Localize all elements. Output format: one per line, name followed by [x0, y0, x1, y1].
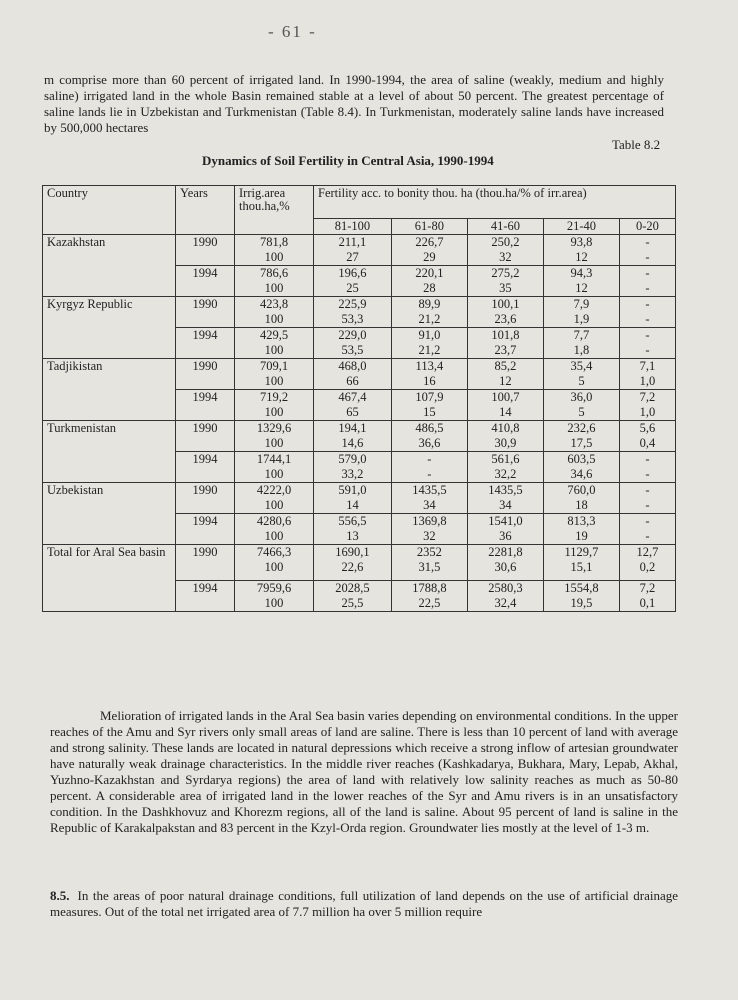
band-41-60-cell: 2281,8 — [467, 545, 543, 561]
band-61-80-cell: 36,6 — [391, 436, 467, 452]
band-81-100-cell: 225,9 — [314, 297, 392, 313]
year-cell — [176, 405, 235, 421]
band-61-80-cell: 16 — [391, 374, 467, 390]
band-61-80-cell: 21,2 — [391, 312, 467, 328]
irrig-area-cell: 100 — [235, 596, 314, 612]
irrig-area-cell: 7959,6 — [235, 580, 314, 596]
year-cell — [176, 529, 235, 545]
header-country: Country — [43, 186, 176, 235]
irrig-area-cell: 4280,6 — [235, 514, 314, 530]
irrig-area-cell: 100 — [235, 250, 314, 266]
band-0-20-cell: 1,0 — [619, 374, 675, 390]
band-61-80-cell: 31,5 — [391, 560, 467, 580]
band-81-100-cell: 14,6 — [314, 436, 392, 452]
band-41-60-cell: 12 — [467, 374, 543, 390]
band-21-40-cell: 93,8 — [543, 235, 619, 251]
irrig-area-cell: 781,8 — [235, 235, 314, 251]
section-text: In the areas of poor natural drainage conditions, full utilization of land depends on the use of artificial drainage measures. Out of the total net irrigated area of 7.7 million ha over 5 million require — [50, 888, 678, 919]
band-0-20-cell: - — [619, 235, 675, 251]
band-41-60-cell: 32,2 — [467, 467, 543, 483]
band-21-40-cell: 7,9 — [543, 297, 619, 313]
year-cell — [176, 312, 235, 328]
header-band-61-80: 61-80 — [391, 219, 467, 235]
irrig-area-cell: 719,2 — [235, 390, 314, 406]
band-21-40-cell: 5 — [543, 374, 619, 390]
band-61-80-cell: 113,4 — [391, 359, 467, 375]
melioration-paragraph — [50, 708, 678, 836]
band-41-60-cell: 100,7 — [467, 390, 543, 406]
band-0-20-cell: - — [619, 498, 675, 514]
band-0-20-cell: - — [619, 514, 675, 530]
country-cell: Uzbekistan — [43, 483, 176, 545]
band-0-20-cell: 7,2 — [619, 580, 675, 596]
table-row — [43, 483, 676, 499]
irrig-area-cell: 4222,0 — [235, 483, 314, 499]
country-cell: Total for Aral Sea basin — [43, 545, 176, 612]
band-41-60-cell: 35 — [467, 281, 543, 297]
band-81-100-cell: 1690,1 — [314, 545, 392, 561]
irrig-area-cell: 7466,3 — [235, 545, 314, 561]
irrig-area-cell: 709,1 — [235, 359, 314, 375]
band-61-80-cell: 15 — [391, 405, 467, 421]
band-61-80-cell: 226,7 — [391, 235, 467, 251]
band-81-100-cell: 13 — [314, 529, 392, 545]
irrig-area-cell: 100 — [235, 467, 314, 483]
table-row — [43, 235, 676, 251]
band-0-20-cell: - — [619, 250, 675, 266]
band-21-40-cell: 5 — [543, 405, 619, 421]
year-cell: 1990 — [176, 297, 235, 313]
header-fertility: Fertility acc. to bonity thou. ha (thou.ha/% of irr.area) — [314, 186, 676, 219]
band-61-80-cell: 32 — [391, 529, 467, 545]
irrig-area-cell: 423,8 — [235, 297, 314, 313]
table-body — [43, 235, 676, 612]
band-61-80-cell: 2352 — [391, 545, 467, 561]
band-0-20-cell: 12,7 — [619, 545, 675, 561]
irrig-area-cell: 100 — [235, 405, 314, 421]
band-41-60-cell: 561,6 — [467, 452, 543, 468]
year-cell — [176, 467, 235, 483]
band-21-40-cell: 17,5 — [543, 436, 619, 452]
country-cell: Turkmenistan — [43, 421, 176, 483]
irrig-area-cell: 786,6 — [235, 266, 314, 282]
band-41-60-cell: 250,2 — [467, 235, 543, 251]
section-number: 8.5. — [50, 888, 70, 903]
year-cell — [176, 560, 235, 580]
irrig-area-cell: 100 — [235, 529, 314, 545]
header-band-0-20: 0-20 — [619, 219, 675, 235]
band-21-40-cell: 94,3 — [543, 266, 619, 282]
irrig-area-cell: 100 — [235, 343, 314, 359]
band-21-40-cell: 12 — [543, 281, 619, 297]
year-cell: 1994 — [176, 328, 235, 344]
band-61-80-cell: 34 — [391, 498, 467, 514]
band-81-100-cell: 53,5 — [314, 343, 392, 359]
table-title: Dynamics of Soil Fertility in Central Asia, 1990-1994 — [202, 153, 494, 168]
band-0-20-cell: 5,6 — [619, 421, 675, 437]
year-cell: 1990 — [176, 545, 235, 561]
band-21-40-cell: 760,0 — [543, 483, 619, 499]
band-41-60-cell: 32,4 — [467, 596, 543, 612]
melioration-text: Melioration of irrigated lands in the Aral Sea basin varies depending on environmental conditions. In the upper reaches of the Amu and Syr rivers only small areas of land are saline. There is less than 10 percent of land with average and strong salinity. These lands are located in natural depressions which receive a strong inflow of artesian groundwater have naturally weak drainage characteristics. In the middle river reaches (Kashkadarya, Bukhara, Mary, Lepab, Akhal, Yuzhno-Kazakhstan and Syrdarya regions) the area of land with relatively low salinity reaches as much as 50-80 percent. A considerable area of irrigated land in the lower reaches of the Syr and Amu rivers is in an unsatisfactory condition. In the Dashkhovuz and Khorezm regions, all of the land is saline. About 95 percent of land is saline in the Republic of Karakalpakstan and 83 percent in the Kzyl-Orda region. Groundwater lies mostly at the level of 1-3 m. — [50, 708, 678, 835]
irrig-area-cell: 100 — [235, 436, 314, 452]
intro-paragraph: m comprise more than 60 percent of irrigated land. In 1990-1994, the area of saline (weakly, medium and highly saline) irrigated land in the whole Basin remained stable at a level of about 50 percent. The greatest percentage of saline lands lie in Uzbekistan and Turkmenistan (Table 8.4). In Turkmenistan, moderately saline lands have increased by 500,000 hectares — [44, 72, 664, 135]
band-61-80-cell: 21,2 — [391, 343, 467, 359]
header-band-41-60: 41-60 — [467, 219, 543, 235]
band-81-100-cell: 66 — [314, 374, 392, 390]
band-81-100-cell: 2028,5 — [314, 580, 392, 596]
band-0-20-cell: - — [619, 483, 675, 499]
irrig-area-cell: 100 — [235, 312, 314, 328]
band-21-40-cell: 19 — [543, 529, 619, 545]
band-21-40-cell: 813,3 — [543, 514, 619, 530]
band-21-40-cell: 35,4 — [543, 359, 619, 375]
band-0-20-cell: - — [619, 297, 675, 313]
band-61-80-cell: 89,9 — [391, 297, 467, 313]
band-81-100-cell: 591,0 — [314, 483, 392, 499]
band-0-20-cell: 0,2 — [619, 560, 675, 580]
band-41-60-cell: 1435,5 — [467, 483, 543, 499]
year-cell — [176, 343, 235, 359]
band-41-60-cell: 2580,3 — [467, 580, 543, 596]
year-cell: 1994 — [176, 452, 235, 468]
band-41-60-cell: 30,9 — [467, 436, 543, 452]
band-21-40-cell: 36,0 — [543, 390, 619, 406]
year-cell: 1990 — [176, 421, 235, 437]
band-21-40-cell: 232,6 — [543, 421, 619, 437]
year-cell — [176, 596, 235, 612]
band-0-20-cell: 0,1 — [619, 596, 675, 612]
band-41-60-cell: 1541,0 — [467, 514, 543, 530]
band-61-80-cell: 1788,8 — [391, 580, 467, 596]
band-61-80-cell: 22,5 — [391, 596, 467, 612]
band-61-80-cell: 107,9 — [391, 390, 467, 406]
irrig-area-cell: 100 — [235, 374, 314, 390]
year-cell — [176, 498, 235, 514]
band-61-80-cell: 220,1 — [391, 266, 467, 282]
band-21-40-cell: 1129,7 — [543, 545, 619, 561]
band-81-100-cell: 33,2 — [314, 467, 392, 483]
irrig-area-cell: 100 — [235, 498, 314, 514]
band-21-40-cell: 19,5 — [543, 596, 619, 612]
year-cell — [176, 250, 235, 266]
band-81-100-cell: 25,5 — [314, 596, 392, 612]
band-0-20-cell: 7,1 — [619, 359, 675, 375]
year-cell — [176, 374, 235, 390]
band-81-100-cell: 579,0 — [314, 452, 392, 468]
band-41-60-cell: 30,6 — [467, 560, 543, 580]
band-81-100-cell: 14 — [314, 498, 392, 514]
band-41-60-cell: 34 — [467, 498, 543, 514]
year-cell: 1994 — [176, 580, 235, 596]
band-81-100-cell: 468,0 — [314, 359, 392, 375]
band-81-100-cell: 194,1 — [314, 421, 392, 437]
band-21-40-cell: 1554,8 — [543, 580, 619, 596]
band-81-100-cell: 25 — [314, 281, 392, 297]
band-21-40-cell: 1,9 — [543, 312, 619, 328]
soil-fertility-table — [42, 185, 676, 612]
irrig-area-cell: 100 — [235, 281, 314, 297]
irrig-area-cell: 100 — [235, 560, 314, 580]
header-years: Years — [176, 186, 235, 235]
band-41-60-cell: 36 — [467, 529, 543, 545]
band-41-60-cell: 410,8 — [467, 421, 543, 437]
year-cell: 1990 — [176, 235, 235, 251]
irrig-area-cell: 1744,1 — [235, 452, 314, 468]
band-0-20-cell: 0,4 — [619, 436, 675, 452]
band-41-60-cell: 23,7 — [467, 343, 543, 359]
band-0-20-cell: - — [619, 266, 675, 282]
band-61-80-cell: - — [391, 452, 467, 468]
band-61-80-cell: 28 — [391, 281, 467, 297]
band-0-20-cell: 7,2 — [619, 390, 675, 406]
band-41-60-cell: 275,2 — [467, 266, 543, 282]
year-cell: 1994 — [176, 390, 235, 406]
page-number: - 61 - — [268, 22, 317, 41]
table-row — [43, 297, 676, 313]
band-81-100-cell: 53,3 — [314, 312, 392, 328]
irrig-area-cell: 429,5 — [235, 328, 314, 344]
band-81-100-cell: 229,0 — [314, 328, 392, 344]
country-cell: Tadjikistan — [43, 359, 176, 421]
table-row — [43, 421, 676, 437]
year-cell: 1994 — [176, 514, 235, 530]
table-label: Table 8.2 — [612, 137, 661, 152]
year-cell: 1990 — [176, 359, 235, 375]
band-0-20-cell: - — [619, 281, 675, 297]
band-61-80-cell: 1369,8 — [391, 514, 467, 530]
band-41-60-cell: 101,8 — [467, 328, 543, 344]
band-0-20-cell: - — [619, 343, 675, 359]
band-21-40-cell: 12 — [543, 250, 619, 266]
band-81-100-cell: 196,6 — [314, 266, 392, 282]
year-cell: 1990 — [176, 483, 235, 499]
band-0-20-cell: - — [619, 467, 675, 483]
band-61-80-cell: - — [391, 467, 467, 483]
band-0-20-cell: - — [619, 328, 675, 344]
header-band-21-40: 21-40 — [543, 219, 619, 235]
band-0-20-cell: - — [619, 529, 675, 545]
band-81-100-cell: 467,4 — [314, 390, 392, 406]
header-irrig-area: Irrig.area thou.ha,% — [235, 186, 314, 235]
table-header-row — [43, 186, 676, 219]
band-21-40-cell: 1,8 — [543, 343, 619, 359]
band-21-40-cell: 15,1 — [543, 560, 619, 580]
band-81-100-cell: 211,1 — [314, 235, 392, 251]
table-row — [43, 545, 676, 561]
band-41-60-cell: 23,6 — [467, 312, 543, 328]
table-row — [43, 359, 676, 375]
irrig-area-cell: 1329,6 — [235, 421, 314, 437]
year-cell — [176, 436, 235, 452]
country-cell: Kyrgyz Republic — [43, 297, 176, 359]
band-61-80-cell: 1435,5 — [391, 483, 467, 499]
band-0-20-cell: - — [619, 312, 675, 328]
band-61-80-cell: 486,5 — [391, 421, 467, 437]
band-61-80-cell: 29 — [391, 250, 467, 266]
band-81-100-cell: 22,6 — [314, 560, 392, 580]
band-41-60-cell: 14 — [467, 405, 543, 421]
header-band-81-100: 81-100 — [314, 219, 392, 235]
band-41-60-cell: 85,2 — [467, 359, 543, 375]
band-21-40-cell: 7,7 — [543, 328, 619, 344]
band-81-100-cell: 556,5 — [314, 514, 392, 530]
band-21-40-cell: 34,6 — [543, 467, 619, 483]
section-8-5 — [50, 888, 678, 920]
band-21-40-cell: 603,5 — [543, 452, 619, 468]
band-61-80-cell: 91,0 — [391, 328, 467, 344]
year-cell: 1994 — [176, 266, 235, 282]
band-0-20-cell: 1,0 — [619, 405, 675, 421]
band-81-100-cell: 27 — [314, 250, 392, 266]
band-0-20-cell: - — [619, 452, 675, 468]
band-81-100-cell: 65 — [314, 405, 392, 421]
band-41-60-cell: 100,1 — [467, 297, 543, 313]
country-cell: Kazakhstan — [43, 235, 176, 297]
band-21-40-cell: 18 — [543, 498, 619, 514]
year-cell — [176, 281, 235, 297]
band-41-60-cell: 32 — [467, 250, 543, 266]
